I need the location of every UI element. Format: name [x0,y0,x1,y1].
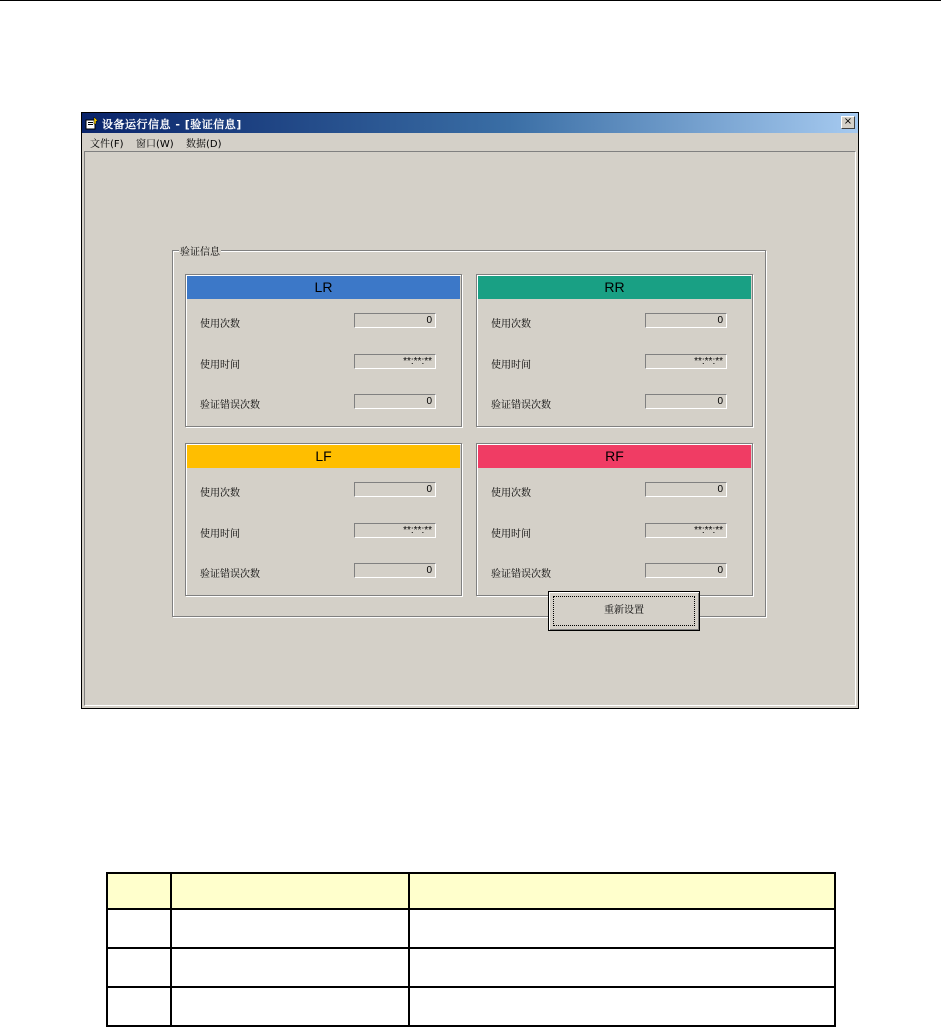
menu-file[interactable]: 文件(F) [90,139,124,150]
menu-window[interactable]: 窗口(W) [136,139,174,150]
usage-time-field: **:**:** [645,354,727,369]
usage-count-label: 使用次数 [491,319,531,330]
close-button[interactable] [841,116,855,129]
panel-rr [476,274,753,427]
table-cell [171,909,409,948]
table-header-cell [107,873,171,909]
mdi-client-area [84,151,856,706]
usage-time-label: 使用时间 [200,360,240,371]
usage-time-field: **:**:** [645,523,727,538]
verify-error-count-field: 0 [645,563,727,578]
table-cell [409,948,835,987]
verify-error-count-field: 0 [354,563,436,578]
panel-header-lr: LR [187,276,460,299]
groupbox-label: 验证信息 [179,243,221,258]
table-cell [107,987,171,1026]
usage-count-label: 使用次数 [200,319,240,330]
page-top-rule [0,0,941,1]
usage-time-label: 使用时间 [491,360,531,371]
verify-error-count-field: 0 [645,394,727,409]
panel-rf [476,443,753,596]
table-row [107,948,835,987]
menu-bar [82,133,858,149]
reset-button-label: 重新设置 [604,605,644,616]
table-row [107,909,835,948]
usage-time-field: **:**:** [354,354,436,369]
window-title: 设备运行信息 - [验证信息] [102,118,242,131]
usage-count-field: 0 [645,313,727,328]
verify-error-count-label: 验证错误次数 [200,569,260,580]
table-cell [107,909,171,948]
verify-error-count-label: 验证错误次数 [491,400,551,411]
table-row [107,987,835,1026]
menu-data[interactable]: 数据(D) [186,139,222,150]
table-cell [409,987,835,1026]
table-header-cell [409,873,835,909]
usage-time-label: 使用时间 [200,529,240,540]
usage-count-field: 0 [645,482,727,497]
title-bar[interactable] [82,113,858,133]
panel-lr [185,274,462,427]
table-cell [107,948,171,987]
reset-button[interactable] [548,591,700,631]
verify-error-count-label: 验证错误次数 [491,569,551,580]
table-header-row [107,873,835,909]
table-cell [171,987,409,1026]
verify-error-count-field: 0 [354,394,436,409]
table-cell [409,909,835,948]
description-table [106,872,836,1027]
verification-info-groupbox [172,247,766,617]
usage-count-field: 0 [354,482,436,497]
table-cell [171,948,409,987]
panel-header-rr: RR [478,276,751,299]
usage-count-field: 0 [354,313,436,328]
usage-time-field: **:**:** [354,523,436,538]
panel-header-rf: RF [478,445,751,468]
app-icon [85,116,99,130]
table-header-cell [171,873,409,909]
close-icon: × [843,116,853,127]
panel-lf [185,443,462,596]
focus-rect [553,596,695,626]
usage-count-label: 使用次数 [491,488,531,499]
usage-count-label: 使用次数 [200,488,240,499]
panel-header-lf: LF [187,445,460,468]
verify-error-count-label: 验证错误次数 [200,400,260,411]
usage-time-label: 使用时间 [491,529,531,540]
app-window [81,112,859,709]
